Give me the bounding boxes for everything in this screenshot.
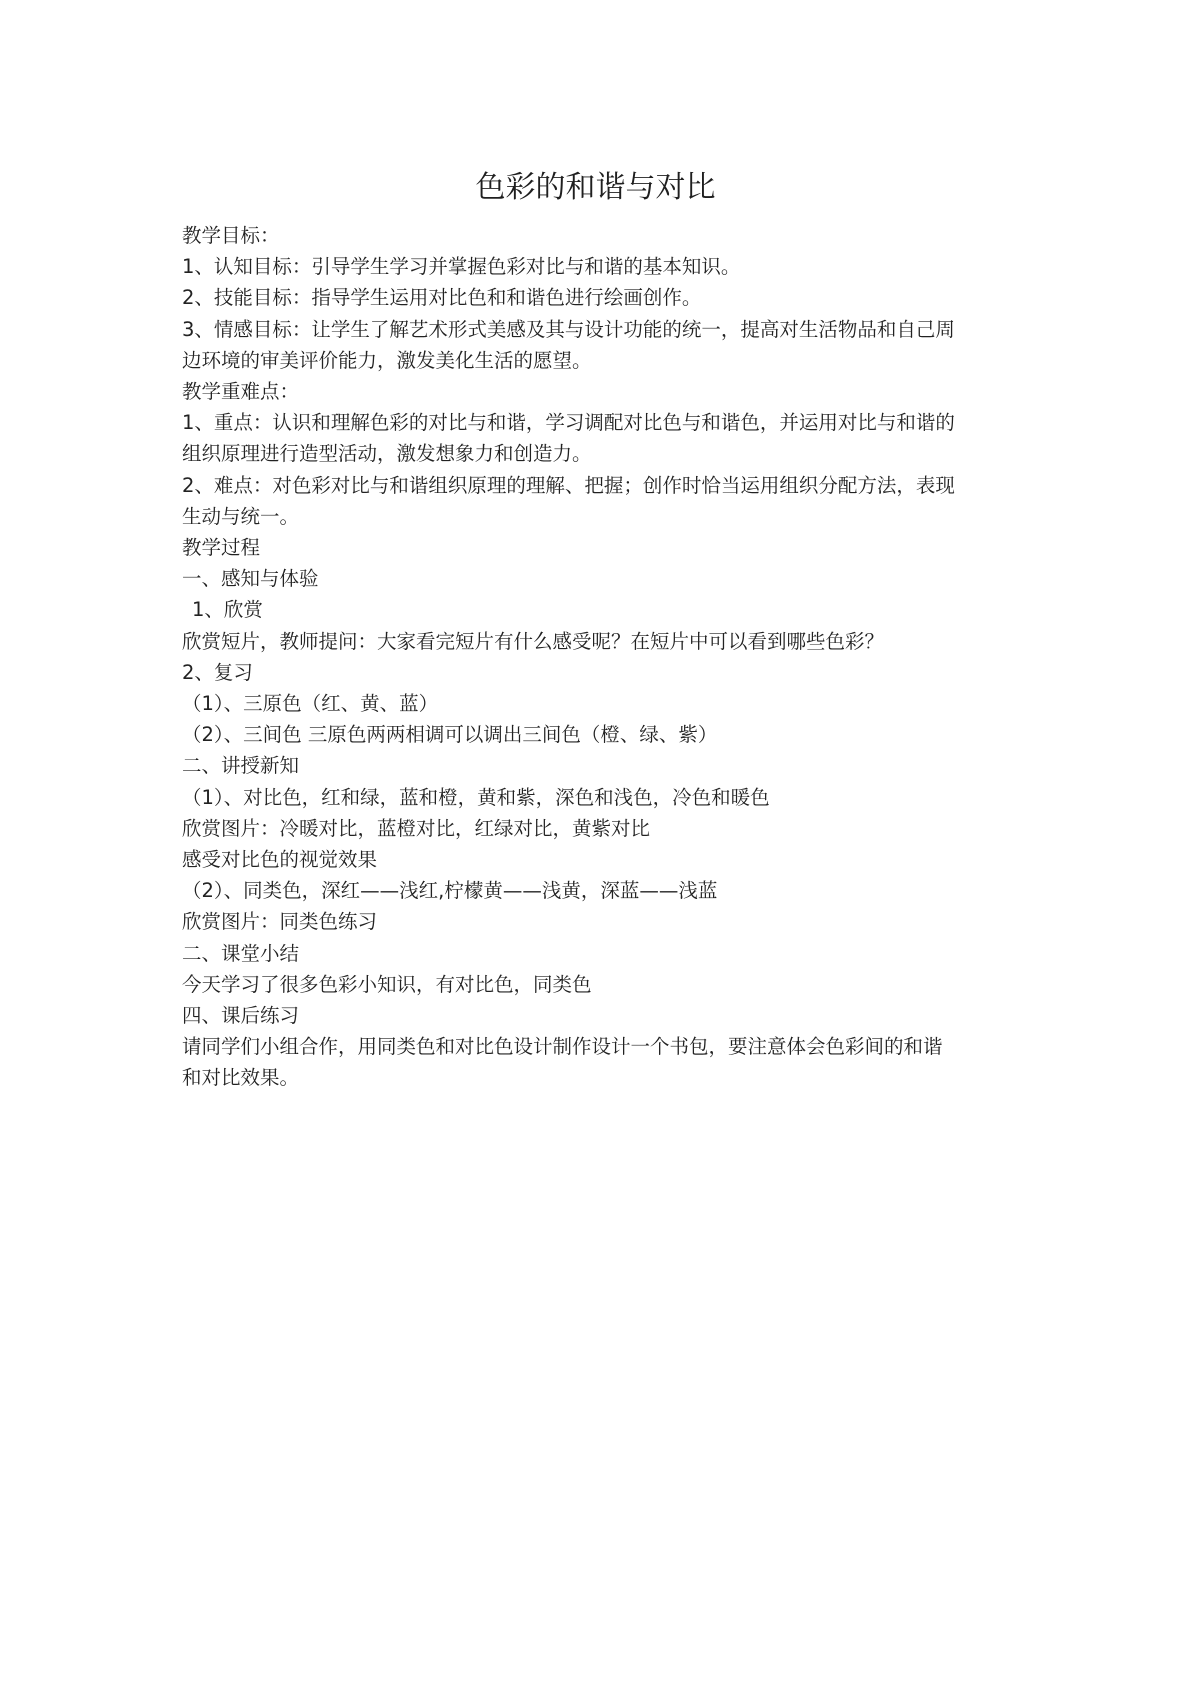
analogous-colors: （2）、同类色，深红——浅红,柠檬黄——浅黄，深蓝——浅蓝	[182, 879, 718, 903]
subsection-perception: 一、感知与体验	[182, 567, 319, 591]
key-point-line-1: 1、重点：认识和理解色彩的对比与和谐，学习调配对比色与和谐色，并运用对比与和谐的	[182, 411, 955, 435]
item-review: 2、复习	[182, 660, 253, 684]
section-heading-objectives: 教学目标：	[182, 224, 280, 247]
summary-text: 今天学习了很多色彩小知识，有对比色，同类色	[182, 972, 592, 996]
objective-emotion-line-1: 3、情感目标：让学生了解艺术形式美感及其与设计功能的统一，提高对生活物品和自己周	[182, 317, 955, 341]
appreciate-text: 欣赏短片，教师提问：大家看完短片有什么感受呢？在短片中可以看到哪些色彩？	[182, 629, 885, 653]
subsection-summary: 二、课堂小结	[182, 941, 300, 965]
appreciate-analogous-images: 欣赏图片：同类色练习	[182, 910, 378, 934]
feel-contrast-effect: 感受对比色的视觉效果	[182, 848, 378, 872]
document-body	[182, 220, 1022, 1094]
key-point-line-2: 组织原理进行造型活动，激发想象力和创造力。	[182, 442, 592, 466]
objective-skill: 2、技能目标：指导学生运用对比色和和谐色进行绘画创作。	[182, 286, 702, 310]
homework-line-2: 和对比效果。	[182, 1066, 300, 1090]
objective-cognitive: 1、认知目标：引导学生学习并掌握色彩对比与和谐的基本知识。	[182, 255, 741, 279]
section-heading-key-points: 教学重难点：	[182, 380, 300, 404]
subsection-new-knowledge: 二、讲授新知	[182, 754, 300, 778]
contrast-colors: （1）、对比色，红和绿，蓝和橙，黄和紫，深色和浅色，冷色和暖色	[182, 785, 770, 809]
objective-emotion-line-2: 边环境的审美评价能力，激发美化生活的愿望。	[182, 348, 592, 372]
section-heading-process: 教学过程	[182, 536, 261, 560]
review-primary-colors: （1）、三原色（红、黄、蓝）	[182, 692, 439, 716]
difficult-point-line-1: 2、难点：对色彩对比与和谐组织原理的理解、把握；创作时恰当运用组织分配方法，表现	[182, 473, 955, 497]
appreciate-contrast-images: 欣赏图片：冷暖对比，蓝橙对比，红绿对比，黄紫对比	[182, 816, 651, 840]
subsection-homework: 四、课后练习	[182, 1004, 300, 1028]
difficult-point-line-2: 生动与统一。	[182, 504, 300, 528]
review-secondary-colors: （2）、三间色 三原色两两相调可以调出三间色（橙、绿、紫）	[182, 723, 718, 747]
item-appreciate: 1、欣赏	[192, 598, 263, 622]
document-title: 色彩的和谐与对比	[475, 170, 716, 205]
homework-line-1: 请同学们小组合作，用同类色和对比色设计制作设计一个书包，要注意体会色彩间的和谐	[182, 1035, 943, 1059]
